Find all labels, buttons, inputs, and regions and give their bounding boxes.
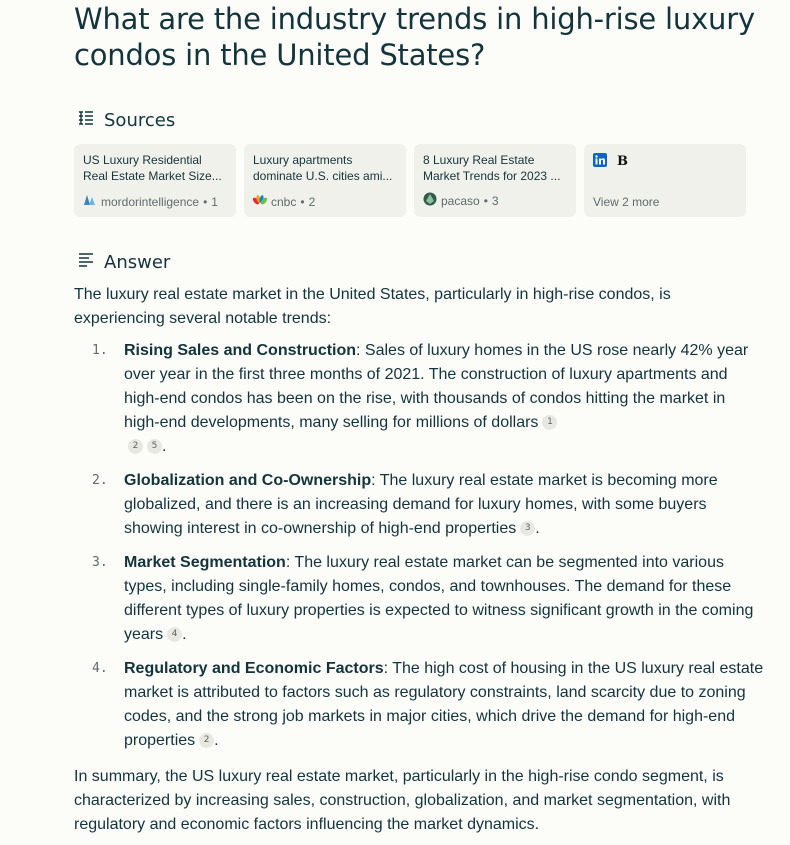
source-index: 3 <box>491 193 499 208</box>
list-item <box>74 339 764 459</box>
citation-badge[interactable]: 3 <box>520 521 535 536</box>
citation-badge[interactable]: 5 <box>147 439 162 454</box>
source-index: 2 <box>308 194 316 209</box>
trend-list <box>74 339 764 753</box>
list-number: 2. <box>92 473 108 488</box>
mordor-icon <box>83 194 97 209</box>
citation-badge[interactable]: 2 <box>128 439 143 454</box>
source-site: pacaso <box>441 193 480 208</box>
list-number: 3. <box>92 555 108 570</box>
sources-list <box>74 144 764 217</box>
list-item-body: Globalization and Co-Ownership: The luxury real estate market is becoming more globalized, and there is an increasing demand for luxury homes, with some buyers showing interest in co-ownership of high-end properties 3 . <box>124 472 718 537</box>
citation-badge[interactable]: 2 <box>199 733 214 748</box>
trend-title: Rising Sales and Construction <box>124 342 357 359</box>
separator-dot: • <box>483 193 488 208</box>
source-card-cnbc[interactable] <box>244 144 406 217</box>
list-number: 4. <box>92 661 108 676</box>
source-index: 1 <box>211 194 218 209</box>
answer-page <box>74 0 764 837</box>
list-item-body: Market Segmentation: The luxury real estate market can be segmented into various types, including single-family homes, condos, and townhouses. The demand for these different types of luxury properties is expected to witness significant growth in the coming years 4 . <box>124 554 754 643</box>
answer-header <box>77 251 764 273</box>
list-item <box>74 657 764 753</box>
list-item <box>74 469 764 541</box>
source-site: cnbc <box>271 194 297 209</box>
trend-title: Globalization and Co-Ownership <box>124 472 372 489</box>
trend-title: Regulatory and Economic Factors <box>124 660 384 677</box>
answer-lines-icon <box>77 251 95 273</box>
trend-text: : The luxury real estate market can be segmented into various types, including single-family homes, condos, and townhouses. The demand for these different types of luxury properties is expected to witness significant growth in the coming years <box>124 554 754 643</box>
source-meta <box>83 194 227 209</box>
source-title: 8 Luxury Real Estate Market Trends for 2023 ... <box>423 153 561 183</box>
sources-heading: Sources <box>104 109 176 131</box>
source-title: Luxury apartments dominate U.S. cities ami... <box>253 153 393 183</box>
list-item <box>74 551 764 647</box>
source-meta <box>253 194 397 209</box>
pacaso-icon <box>423 192 437 209</box>
source-title: US Luxury Residential Real Estate Market Size... <box>83 153 222 183</box>
source-card-pacaso[interactable] <box>414 144 576 217</box>
trend-text: : The high cost of housing in the US luxury real estate market is attributed to factors such as regulatory constraints, land scarcity due to zoning codes, and the strong job markets in major cities, which drive the demand for high-end properties <box>124 660 764 749</box>
svg-text:B: B <box>617 154 628 167</box>
view-more-label: View 2 more <box>593 195 660 209</box>
source-site: mordorintelligence <box>101 194 200 209</box>
question-title: What are the industry trends in high-rise luxury condos in the United States? <box>74 2 755 72</box>
view-more-sources-button[interactable] <box>584 144 746 217</box>
linkedin-icon <box>593 152 607 171</box>
blackletter-b-icon <box>616 152 630 171</box>
answer-summary: In summary, the US luxury real estate market, particularly in the high-rise condo segment, is characterized by increasing sales, construction, globalization, and market segmentation, with regulatory and economic factors influencing the market dynamics. <box>74 768 731 833</box>
citation-badge[interactable]: 1 <box>542 415 557 430</box>
source-card-mordorintelligence[interactable] <box>74 144 236 217</box>
sources-icon <box>77 109 95 131</box>
trend-text: : The luxury real estate market is becoming more globalized, and there is an increasing demand for luxury homes, with some buyers showing interest in co-ownership of high-end properties <box>124 472 718 537</box>
sources-header <box>77 109 764 131</box>
list-item-body: Rising Sales and Construction: Sales of luxury homes in the US rose nearly 42% year over year in the first three months of 2021. The construction of luxury apartments and high-end condos has been on the rise, with thousands of condos hitting the market in high-end developments, many selling for millions of dollars 1 2 5 . <box>124 342 749 455</box>
list-item-body: Regulatory and Economic Factors: The high cost of housing in the US luxury real estate market is attributed to factors such as regulatory constraints, land scarcity due to zoning codes, and the strong job markets in major cities, which drive the demand for high-end properties 2 . <box>124 660 764 749</box>
answer-heading: Answer <box>104 251 171 273</box>
citation-badge[interactable]: 4 <box>167 627 182 642</box>
trend-text: : Sales of luxury homes in the US rose nearly 42% year over year in the first three months of 2021. The construction of luxury apartments and high-end condos has been on the rise, with thousands of condos hitting the market in high-end developments, many selling for millions of dollars <box>124 342 749 431</box>
separator-dot: • <box>300 194 305 209</box>
answer-intro: The luxury real estate market in the United States, particularly in high-rise condos, is experiencing several notable trends: <box>74 286 671 327</box>
separator-dot: • <box>203 194 208 209</box>
trend-title: Market Segmentation <box>124 554 286 571</box>
more-source-icons <box>593 152 737 171</box>
list-number: 1. <box>92 343 108 358</box>
source-meta <box>423 192 567 209</box>
cnbc-peacock-icon <box>253 194 267 209</box>
